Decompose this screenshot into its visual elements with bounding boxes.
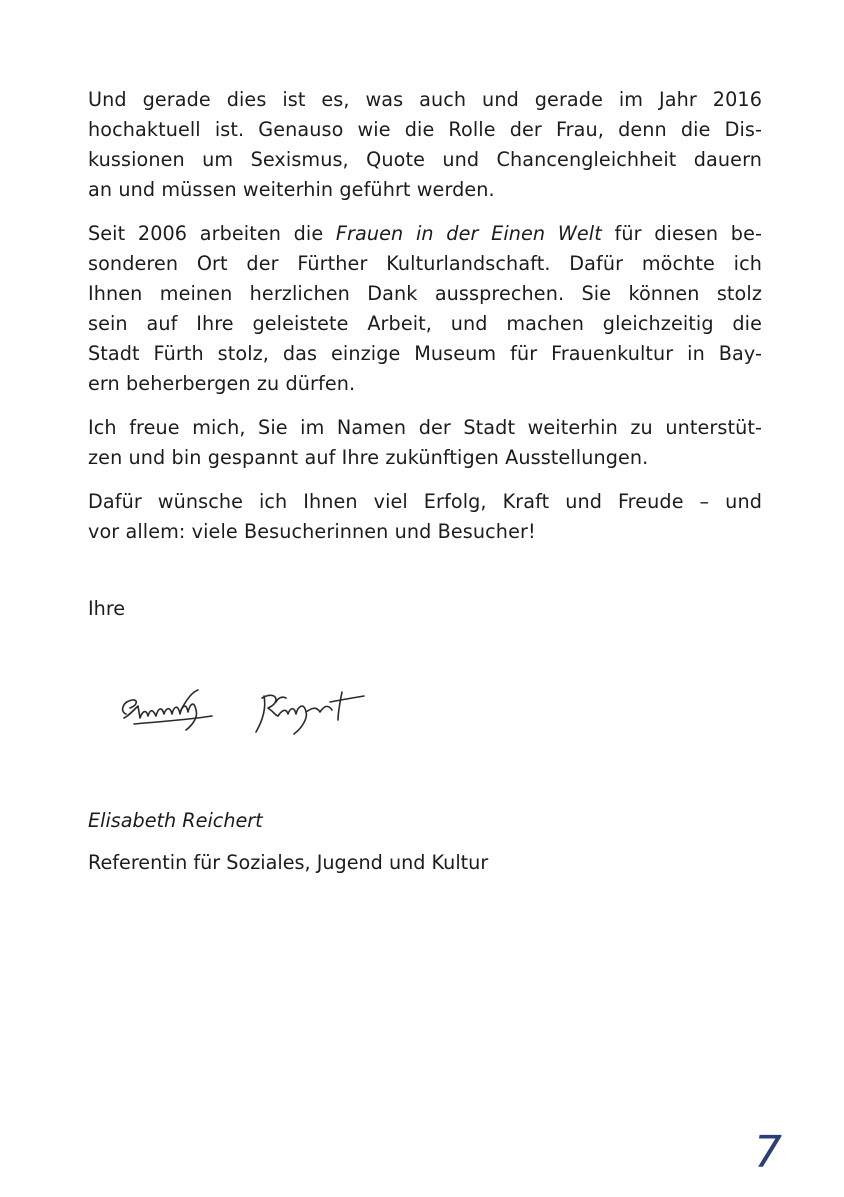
text-line: Ich freue mich, Sie im Namen der Stadt weiterhin zu unterstüt- [88,416,762,439]
closing-salutation: Ihre [88,597,126,620]
signatory-role: Referentin für Soziales, Jugend und Kultur [88,851,489,874]
text-line: Stadt Fürth stolz, das einzige Museum für Frauenkultur in Bay- [88,342,762,365]
text-line: sonderen Ort der Fürther Kulturlandschaft. Dafür möchte ich [88,252,762,275]
paragraph-2 [88,219,762,399]
text-line: an und müssen weiterhin geführt werden. [88,178,495,201]
text-line: hochaktuell ist. Genauso wie die Rolle der Frau, denn die Dis- [88,118,762,141]
text-line: sein auf Ihre geleistete Arbeit, und machen gleichzeitig die [88,312,762,335]
text-line: zen und bin gespannt auf Ihre zukünftigen Ausstellungen. [88,446,649,469]
text-line: kussionen um Sexismus, Quote und Chancengleichheit dauern [88,148,762,171]
text-segment: für diesen be- [601,222,762,245]
text-line: Dafür wünsche ich Ihnen viel Erfolg, Kraft und Freude – und [88,490,762,513]
handwritten-signature-icon [116,672,396,752]
letter-body [88,85,762,561]
paragraph-4 [88,487,762,547]
signatory-name: Elisabeth Reichert [88,809,263,832]
text-line [88,219,762,249]
paragraph-1 [88,85,762,205]
text-line: Ihnen meinen herzlichen Dank aussprechen. Sie können stolz [88,282,762,305]
page-number: 7 [754,1127,782,1178]
text-line: ern beherbergen zu dürfen. [88,372,356,395]
text-line: Und gerade dies ist es, was auch und gerade im Jahr 2016 [88,88,762,111]
paragraph-3 [88,413,762,473]
text-segment: Seit 2006 arbeiten die [88,222,336,245]
organization-name: Frauen in der Einen Welt [335,222,602,245]
text-line: vor allem: viele Besucherinnen und Besucher! [88,520,536,543]
